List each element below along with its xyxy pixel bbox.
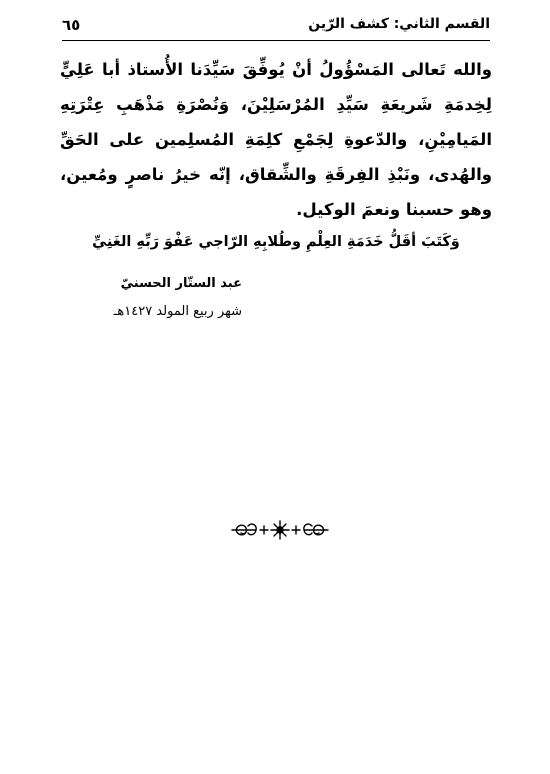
body-paragraph: والله تَعالى المَسْؤُولُ أنْ يُوفِّقَ سَيِّدَنا الأُستاذ أبا عَلِيٍّ لِخِدمَةِ شَريعَةِ سَيِّدِ المُرْسَلِيْنَ، وَنُصْرَةِ مَذْهَبِ عِتْرَتِهِ المَيامِيْنِ، والدّعوةِ لِجَمْعِ كلِمَةِ المُسلِمين على الحَقِّ والهُدى، ونَبْذِ الفِرقَةِ والشِّقاق، إنّه خيرُ ناصرٍ ومُعين، وهو حسبنا ونعمَ الوكيل. (60, 60, 492, 219)
body-paragraph-block (60, 52, 492, 227)
header-title: القسم الثاني: كشف الرّين (308, 16, 490, 32)
signoff-line: وَكَتَبَ أقَلُّ خَدَمَةِ العِلْمِ وطُلابِهِ الرّاجي عَفْوَ رَبِّهِ الغَنِيِّ (92, 234, 460, 250)
running-header (62, 14, 490, 42)
author-name: عبد الستّار الحسنيّ (120, 276, 242, 291)
header-rule (62, 40, 490, 41)
page-number: ٦٥ (62, 16, 81, 34)
ornament-divider (230, 516, 330, 544)
author-date: شهر ربيع المولد ١٤٢٧هـ (113, 304, 242, 319)
